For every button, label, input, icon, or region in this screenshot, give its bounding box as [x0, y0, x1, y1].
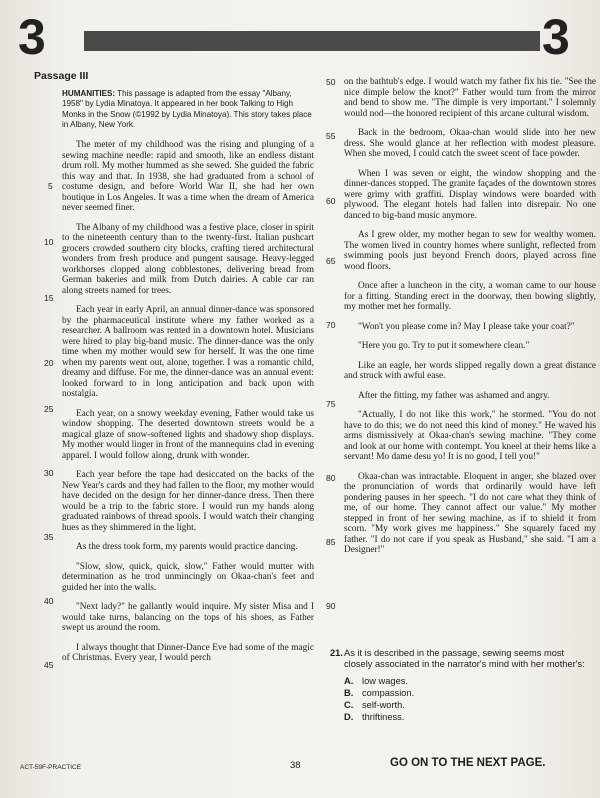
section-number-right: 3: [542, 9, 570, 65]
line-number: 90: [326, 601, 336, 611]
footer-next-page: GO ON TO THE NEXT PAGE.: [390, 757, 546, 769]
paragraph: The Albany of my childhood was a festive place, closer in spirit to the nineteenth century than to the twenty-first. Italian pushcart grocers crowded southern city blocks, crafting tiered architectural wonders from fresh produce and pungent sausage. Heavy-legged workhorses clopped along cobblestones, delivering bread from German bakeries and milk from Dutch dairies. A cable car ran along streets named for trees.: [62, 222, 314, 296]
question-21: [330, 648, 590, 724]
line-number: 50: [326, 77, 336, 87]
paragraph: Each year before the tape had desiccated on the backs of the New Year's cards and they had fallen to the floor, my mother would have decided on the design for her dinner-dance dress. Then there would be a trip to the fabric store. I would run my hands along graduated rainbows of thread spools. I would watch their changing hues as they shimmered in the light.: [62, 470, 314, 533]
answer-option-a[interactable]: [344, 676, 590, 687]
section-number-left: 3: [18, 9, 46, 65]
line-number: 10: [44, 237, 54, 247]
paragraph: As the dress took form, my parents would practice dancing.: [76, 542, 298, 552]
option-text: low wages.: [362, 676, 408, 686]
paragraph: As I grew older, my mother began to sew for wealthy women. The women lived in country homes where sunlight, reflected from swimming pools just beyond French doors, played across fine wood floors.: [344, 230, 596, 272]
line-number: 70: [326, 320, 336, 330]
passage-intro: [62, 89, 314, 130]
paragraph: Like an eagle, her words slipped regally down a great distance and struck with awful ease.: [344, 360, 596, 381]
line-number: 5: [48, 181, 53, 191]
paragraph: Each year in early April, an annual dinner-dance was sponsored by the pharmaceutical institute where my father worked as a researcher. A ballroom was rented in a downtown hotel. Musicians were hired to play big-band music. The dinner-dance was the only time when my mother would sew for herself. It was the one time when my parents went out, alone, together. I was a romantic child, dreamy and diffuse. For me, the dinner-dance was an annual event: looked forward to in long anticipation and back upon with nostalgia.: [62, 305, 314, 399]
intro-label: HUMANITIES:: [62, 89, 116, 98]
option-text: self-worth.: [362, 700, 405, 710]
line-number: 60: [326, 196, 336, 206]
paragraph: "Won't you please come in? May I please take your coat?": [358, 321, 575, 332]
line-number: 75: [326, 399, 336, 409]
passage-column-right: [344, 77, 596, 565]
line-number: 40: [44, 596, 54, 606]
line-number: 80: [326, 473, 336, 483]
paragraph: "Here you go. Try to put it somewhere clean.": [358, 341, 530, 351]
passage-column-left: [62, 140, 314, 673]
line-number: 55: [326, 131, 336, 141]
line-number: 45: [44, 660, 54, 670]
paragraph: Okaa-chan was intractable. Eloquent in anger, she blazed over the pronunciation of words that ordinarily would have left pondering pauses in her speech. "I do not care what they think of me, of our home. They cannot affect our value." My mother stepped in front of her sewing machine, as if to shield it from scorn. "My work gives me happiness." She squarely faced my father. "I do not care if you speak as Husband," she said. "I am a Designer!": [344, 471, 596, 555]
line-number: 30: [44, 468, 54, 478]
line-number: 25: [44, 404, 54, 414]
paragraph: Back in the bedroom, Okaa-chan would slide into her new dress. She would glance at her reflection with modest pleasure. When she moved, I could catch the sweet scent of face powder.: [344, 128, 596, 159]
option-text: thriftiness.: [362, 712, 405, 722]
option-letter: D.: [344, 712, 354, 722]
line-number: 35: [44, 532, 54, 542]
paragraph: Each year, on a snowy weekday evening, Father would take us window shopping. The deserted downtown streets would be a magical glaze of snow-softened lights and shadowy shop displays. My mother would linger in front of the mannequins clad in evening apparel. I would follow along, drunk with wonder.: [62, 408, 314, 461]
answer-option-b[interactable]: [344, 688, 590, 699]
intro-text: This passage is adapted from the essay "Albany, 1958" by Lydia Minatoya. It appeared in her book Talking to High Monks in the Snow (©1992 by Lydia Minatoya). This story takes place in Albany, New York.: [62, 89, 312, 129]
paragraph: "Next lady?" he gallantly would inquire. My sister Misa and I would take turns, balancing on the tops of his shoes, as Father swept us around the room.: [62, 602, 314, 633]
option-letter: B.: [344, 688, 354, 698]
line-number: 65: [326, 256, 336, 266]
paragraph: "Actually, I do not like this work," he stormed. "You do not have to do this; we do not need this kind of money." He waved his arms dismissively at Okaa-chan's sewing machine. "They come and look at our home with contempt. You kneel at their hems like a servant! Mo dame desu yo! It is no good, I tell you!": [344, 410, 596, 462]
question-text: As it is described in the passage, sewing seems most closely associated in the narrator's mind with her mother's:: [344, 648, 585, 669]
answer-options: [344, 676, 590, 723]
option-letter: A.: [344, 676, 354, 686]
answer-option-c[interactable]: [344, 700, 590, 711]
section-header-bar: [84, 31, 540, 51]
paragraph: The meter of my childhood was the rising and plunging of a sewing machine needle: rapid and smooth, like an endless distant drum roll. My mother hummed as she sewed. She guided the fabric this way and that. In 1938, she had graduated from a school of costume design, and before World War II, she had her own boutique in Los Angeles. It was a time when the dream of America never seemed finer.: [62, 140, 314, 213]
paragraph: on the bathtub's edge. I would watch my father fix his tie. "See the nice dimple below the knot?" Father would turn from the mirror and bend to show me. "The dimple is very important." I solemnly would nod—the honored recipient of this arcane cultural wisdom.: [344, 77, 596, 119]
paragraph: After the fitting, my father was ashamed and angry.: [358, 390, 550, 401]
footer-page-number: 38: [290, 760, 301, 771]
line-number: 15: [44, 293, 54, 303]
line-number: 85: [326, 537, 336, 547]
paragraph: When I was seven or eight, the window shopping and the dinner-dances stopped. The granite façades of the downtown stores were grimy with graffiti. Display windows were boarded with plywood. The elegant hotels had fallen into disrepair. No one danced to big-band music anymore.: [344, 168, 596, 221]
option-text: compassion.: [362, 688, 415, 698]
question-number: 21.: [330, 648, 343, 658]
paragraph: Once after a luncheon in the city, a woman came to our house for a fitting. Standing erect in the doorway, then bowing slightly, my mother met her formally.: [344, 281, 596, 312]
option-letter: C.: [344, 700, 354, 710]
passage-title: Passage III: [34, 70, 89, 82]
paragraph: "Slow, slow, quick, quick, slow," Father would mutter with determination as he trod unmincingly on Okaa-chan's feet and guided her into the walls.: [62, 561, 314, 593]
answer-option-d[interactable]: [344, 712, 590, 723]
line-number: 20: [44, 358, 54, 368]
paragraph: I always thought that Dinner-Dance Eve had some of the magic of Christmas. Every year, I would perch: [62, 642, 314, 663]
footer-form-code: ACT-59F-PRACTICE: [20, 764, 82, 771]
